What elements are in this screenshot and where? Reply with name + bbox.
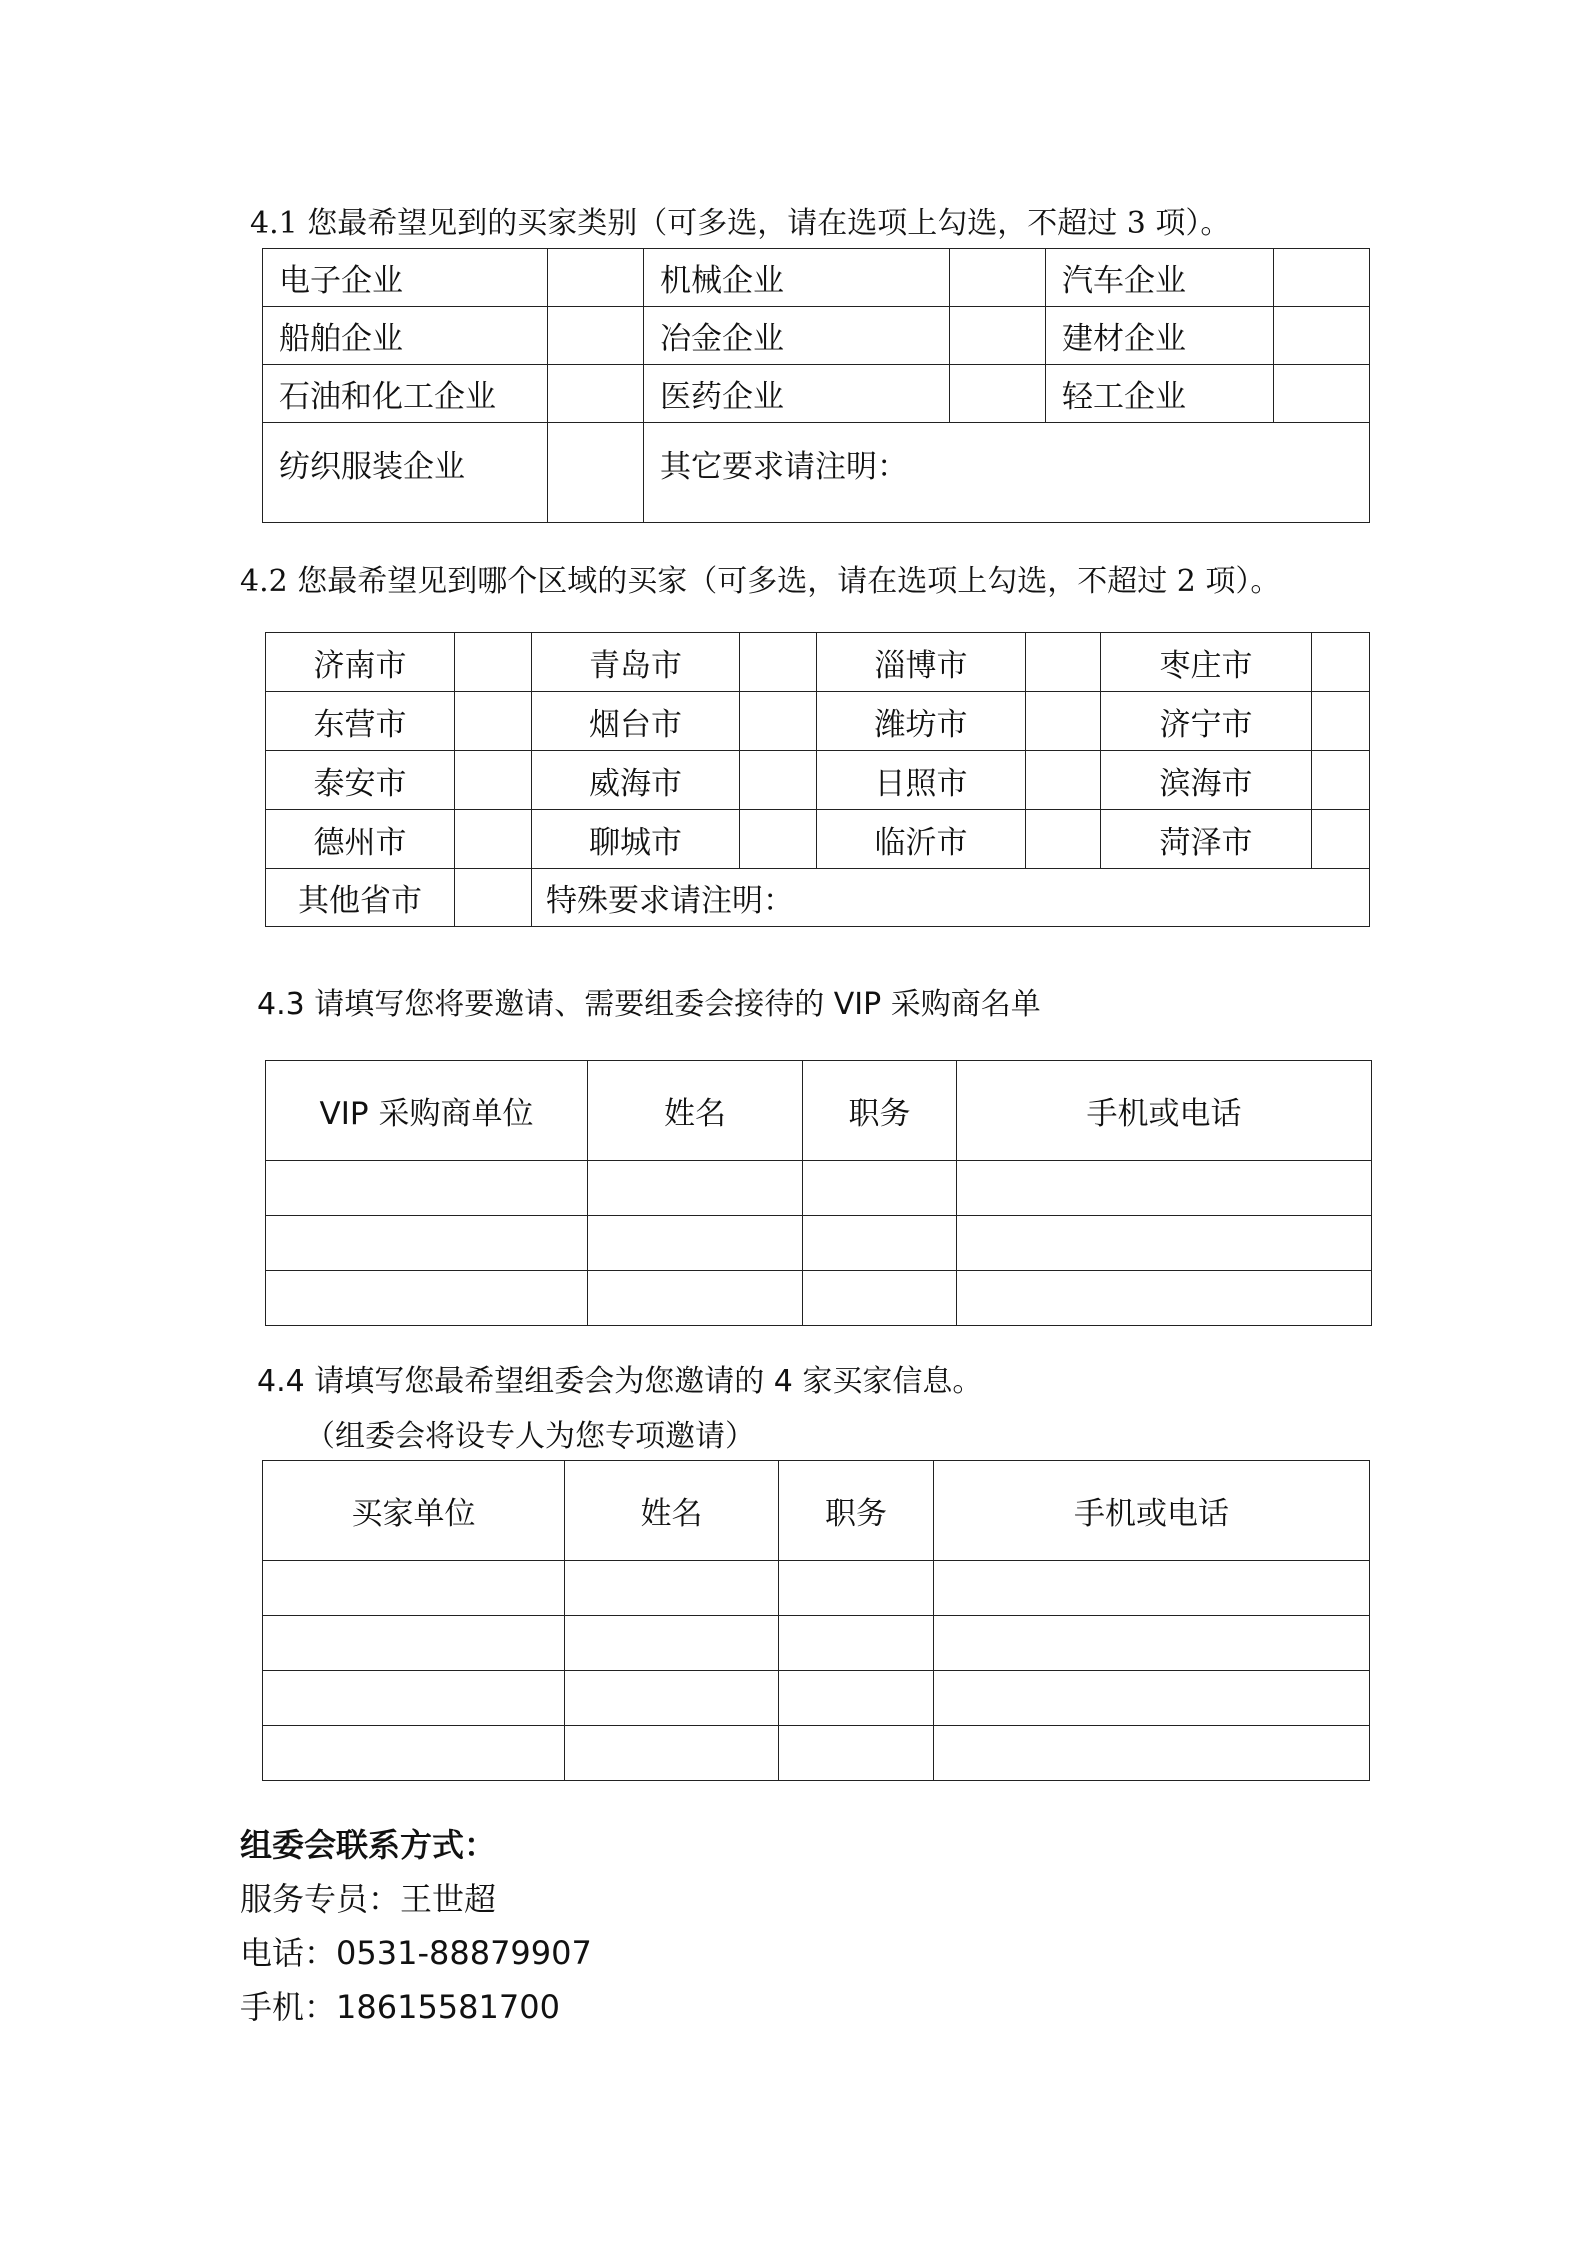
contact-title: 组委会联系方式：: [240, 1826, 497, 1864]
region-checkbox[interactable]: [455, 869, 532, 927]
category-label: 医药企业: [644, 365, 950, 423]
table-cell[interactable]: [779, 1561, 934, 1616]
table-row: [263, 1561, 1370, 1616]
table-row: [266, 1216, 1372, 1271]
section-4-4-heading: 4.4 请填写您最希望组委会为您邀请的 4 家买家信息。: [257, 1364, 983, 1399]
region-checkbox[interactable]: [740, 751, 817, 810]
region-label: 烟台市: [532, 692, 740, 751]
region-label: 枣庄市: [1101, 633, 1312, 692]
table-cell[interactable]: [588, 1271, 803, 1326]
region-label: 其他省市: [266, 869, 455, 927]
column-header: 手机或电话: [957, 1061, 1372, 1161]
region-checkbox[interactable]: [455, 810, 532, 869]
column-header: 姓名: [565, 1461, 779, 1561]
region-row: [266, 810, 1370, 869]
table-cell[interactable]: [263, 1726, 565, 1781]
category-row: [263, 365, 1370, 423]
table-cell[interactable]: [934, 1671, 1370, 1726]
table-cell[interactable]: [957, 1271, 1372, 1326]
column-header: 姓名: [588, 1061, 803, 1161]
category-label: 电子企业: [263, 249, 548, 307]
region-label: 青岛市: [532, 633, 740, 692]
category-label: 汽车企业: [1046, 249, 1274, 307]
region-label: 淄博市: [817, 633, 1026, 692]
region-checkbox[interactable]: [740, 810, 817, 869]
column-header: 手机或电话: [934, 1461, 1370, 1561]
column-header: VIP 采购商单位: [266, 1061, 588, 1161]
region-row: [266, 869, 1370, 927]
region-label: 临沂市: [817, 810, 1026, 869]
table-cell[interactable]: [957, 1161, 1372, 1216]
table-cell[interactable]: [803, 1216, 957, 1271]
table-cell[interactable]: [266, 1216, 588, 1271]
table-cell[interactable]: [957, 1216, 1372, 1271]
table-row: [263, 1726, 1370, 1781]
category-checkbox[interactable]: [548, 249, 644, 307]
region-checkbox[interactable]: [1026, 751, 1101, 810]
category-label: 冶金企业: [644, 307, 950, 365]
region-checkbox[interactable]: [455, 633, 532, 692]
table-header-row: [263, 1461, 1370, 1561]
region-checkbox[interactable]: [1312, 810, 1370, 869]
table-row: [263, 1616, 1370, 1671]
region-checkbox[interactable]: [740, 633, 817, 692]
category-row: [263, 307, 1370, 365]
region-label: 济南市: [266, 633, 455, 692]
category-label: 纺织服装企业: [263, 423, 548, 523]
column-header: 买家单位: [263, 1461, 565, 1561]
table-cell[interactable]: [588, 1216, 803, 1271]
table-cell[interactable]: [565, 1671, 779, 1726]
region-label: 聊城市: [532, 810, 740, 869]
region-checkbox[interactable]: [1026, 633, 1101, 692]
requested-buyer-table: [262, 1460, 1370, 1781]
region-table: [265, 632, 1370, 927]
table-cell[interactable]: [565, 1616, 779, 1671]
region-label: 德州市: [266, 810, 455, 869]
table-cell[interactable]: [934, 1726, 1370, 1781]
table-row: [266, 1271, 1372, 1326]
region-label: 滨海市: [1101, 751, 1312, 810]
category-label: 船舶企业: [263, 307, 548, 365]
special-requirements-field[interactable]: 特殊要求请注明：: [532, 869, 1370, 927]
region-label: 威海市: [532, 751, 740, 810]
table-cell[interactable]: [565, 1561, 779, 1616]
category-checkbox[interactable]: [950, 249, 1046, 307]
region-row: [266, 751, 1370, 810]
region-label: 潍坊市: [817, 692, 1026, 751]
region-checkbox[interactable]: [1312, 692, 1370, 751]
region-checkbox[interactable]: [1026, 810, 1101, 869]
region-label: 泰安市: [266, 751, 455, 810]
table-cell[interactable]: [263, 1616, 565, 1671]
region-label: 菏泽市: [1101, 810, 1312, 869]
column-header: 职务: [803, 1061, 957, 1161]
contact-mobile: 手机：18615581700: [240, 1988, 560, 2026]
region-checkbox[interactable]: [455, 751, 532, 810]
region-row: [266, 633, 1370, 692]
section-4-4-subheading: （组委会将设专人为您专项邀请）: [305, 1419, 755, 1454]
category-label: 石油和化工企业: [263, 365, 548, 423]
table-cell[interactable]: [263, 1671, 565, 1726]
table-cell[interactable]: [779, 1616, 934, 1671]
category-checkbox[interactable]: [548, 365, 644, 423]
region-label: 日照市: [817, 751, 1026, 810]
section-4-2-heading: 4.2 您最希望见到哪个区域的买家（可多选，请在选项上勾选，不超过 2 项）。: [240, 564, 1281, 599]
table-cell[interactable]: [934, 1561, 1370, 1616]
category-checkbox[interactable]: [1274, 365, 1370, 423]
table-cell[interactable]: [266, 1271, 588, 1326]
table-cell[interactable]: [803, 1271, 957, 1326]
region-checkbox[interactable]: [455, 692, 532, 751]
other-requirements-field[interactable]: 其它要求请注明：: [644, 423, 1370, 523]
category-checkbox[interactable]: [1274, 307, 1370, 365]
region-checkbox[interactable]: [1312, 633, 1370, 692]
region-checkbox[interactable]: [740, 692, 817, 751]
category-label: 机械企业: [644, 249, 950, 307]
column-header: 职务: [779, 1461, 934, 1561]
category-checkbox[interactable]: [548, 423, 644, 523]
table-cell[interactable]: [934, 1616, 1370, 1671]
vip-buyer-table: [265, 1060, 1372, 1326]
category-label: 轻工企业: [1046, 365, 1274, 423]
table-row: [263, 1671, 1370, 1726]
table-cell[interactable]: [803, 1161, 957, 1216]
category-label: 建材企业: [1046, 307, 1274, 365]
table-cell[interactable]: [263, 1561, 565, 1616]
region-label: 济宁市: [1101, 692, 1312, 751]
buyer-category-table: [262, 248, 1370, 523]
category-row: [263, 249, 1370, 307]
category-row: [263, 423, 1370, 523]
table-cell[interactable]: [588, 1161, 803, 1216]
category-checkbox[interactable]: [950, 365, 1046, 423]
table-cell[interactable]: [565, 1726, 779, 1781]
section-4-3-heading: 4.3 请填写您将要邀请、需要组委会接待的 VIP 采购商名单: [257, 987, 1041, 1022]
table-row: [266, 1161, 1372, 1216]
contact-phone: 电话：0531-88879907: [240, 1934, 592, 1972]
contact-service-staff: 服务专员：王世超: [240, 1880, 497, 1918]
category-checkbox[interactable]: [548, 307, 644, 365]
region-label: 东营市: [266, 692, 455, 751]
table-header-row: [266, 1061, 1372, 1161]
table-cell[interactable]: [266, 1161, 588, 1216]
table-cell[interactable]: [779, 1726, 934, 1781]
category-checkbox[interactable]: [950, 307, 1046, 365]
table-cell[interactable]: [779, 1671, 934, 1726]
section-4-1-heading: 4.1 您最希望见到的买家类别（可多选，请在选项上勾选，不超过 3 项）。: [250, 206, 1231, 241]
contact-block: [240, 1818, 592, 2034]
region-row: [266, 692, 1370, 751]
region-checkbox[interactable]: [1312, 751, 1370, 810]
region-checkbox[interactable]: [1026, 692, 1101, 751]
category-checkbox[interactable]: [1274, 249, 1370, 307]
